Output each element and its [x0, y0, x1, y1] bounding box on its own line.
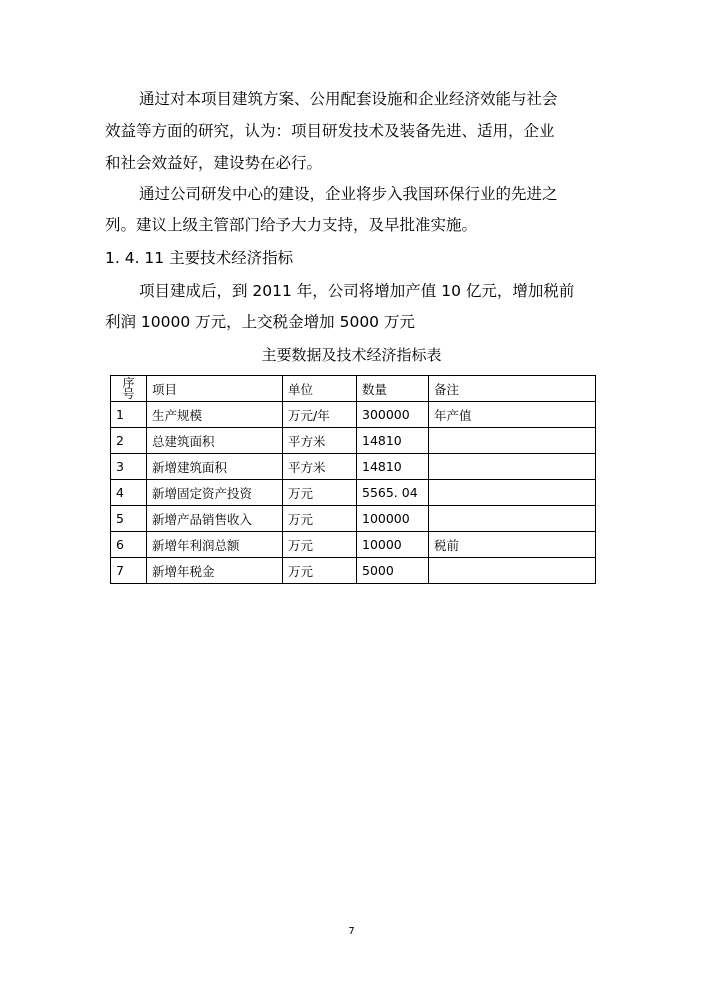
header-quantity: 数量	[357, 376, 429, 402]
cell-seq: 6	[111, 532, 147, 558]
cell-unit: 万元	[283, 480, 357, 506]
cell-remark	[429, 454, 596, 480]
cell-item: 总建筑面积	[147, 428, 283, 454]
cell-quantity: 300000	[357, 402, 429, 428]
cell-quantity: 14810	[357, 428, 429, 454]
section-number: 1. 4. 11	[105, 249, 165, 267]
cell-item: 新增年利润总额	[147, 532, 283, 558]
cell-remark	[429, 558, 596, 584]
cell-unit: 万元/年	[283, 402, 357, 428]
paragraph-line: 通过对本项目建筑方案、公用配套设施和企业经济效能与社会	[139, 90, 558, 108]
cell-seq: 5	[111, 506, 147, 532]
table-row	[111, 480, 596, 506]
header-unit: 单位	[283, 376, 357, 402]
table-row	[111, 402, 596, 428]
cell-item: 新增建筑面积	[147, 454, 283, 480]
indicator-table	[110, 375, 596, 584]
cell-remark	[429, 506, 596, 532]
cell-unit: 万元	[283, 558, 357, 584]
cell-quantity: 100000	[357, 506, 429, 532]
cell-seq: 7	[111, 558, 147, 584]
section-title: 主要技术经济指标	[169, 249, 294, 267]
cell-unit: 平方米	[283, 454, 357, 480]
cell-remark	[429, 480, 596, 506]
paragraph-line: 和社会效益好，建设势在必行。	[105, 154, 323, 172]
cell-seq: 1	[111, 402, 147, 428]
header-item: 项目	[147, 376, 283, 402]
cell-item: 新增固定资产投资	[147, 480, 283, 506]
paragraph-line: 列。建议上级主管部门给予大力支持，及早批准实施。	[105, 216, 478, 234]
cell-seq: 3	[111, 454, 147, 480]
cell-item: 新增年税金	[147, 558, 283, 584]
cell-quantity: 10000	[357, 532, 429, 558]
cell-item: 生产规模	[147, 402, 283, 428]
table-header-row	[111, 376, 596, 402]
cell-quantity: 5000	[357, 558, 429, 584]
table-row	[111, 506, 596, 532]
table-row	[111, 558, 596, 584]
page-number: 7	[348, 926, 355, 937]
cell-remark	[429, 428, 596, 454]
header-seq: 序 号	[111, 376, 147, 402]
section-heading	[105, 248, 293, 268]
header-remark: 备注	[429, 376, 596, 402]
table-row	[111, 532, 596, 558]
cell-unit: 万元	[283, 506, 357, 532]
cell-remark: 税前	[429, 532, 596, 558]
paragraph-line: 效益等方面的研究，认为：项目研发技术及装备先进、适用，企业	[105, 122, 555, 140]
cell-remark: 年产值	[429, 402, 596, 428]
table-row	[111, 454, 596, 480]
paragraph-line: 利润 10000 万元，上交税金增加 5000 万元	[105, 313, 415, 331]
cell-unit: 平方米	[283, 428, 357, 454]
cell-quantity: 5565. 04	[357, 480, 429, 506]
cell-item: 新增产品销售收入	[147, 506, 283, 532]
cell-unit: 万元	[283, 532, 357, 558]
paragraph-line: 项目建成后，到 2011 年，公司将增加产值 10 亿元，增加税前	[139, 282, 575, 300]
cell-seq: 2	[111, 428, 147, 454]
table-row	[111, 428, 596, 454]
cell-quantity: 14810	[357, 454, 429, 480]
paragraph-line: 通过公司研发中心的建设，企业将步入我国环保行业的先进之	[139, 185, 558, 203]
table-caption: 主要数据及技术经济指标表	[261, 346, 442, 364]
cell-seq: 4	[111, 480, 147, 506]
